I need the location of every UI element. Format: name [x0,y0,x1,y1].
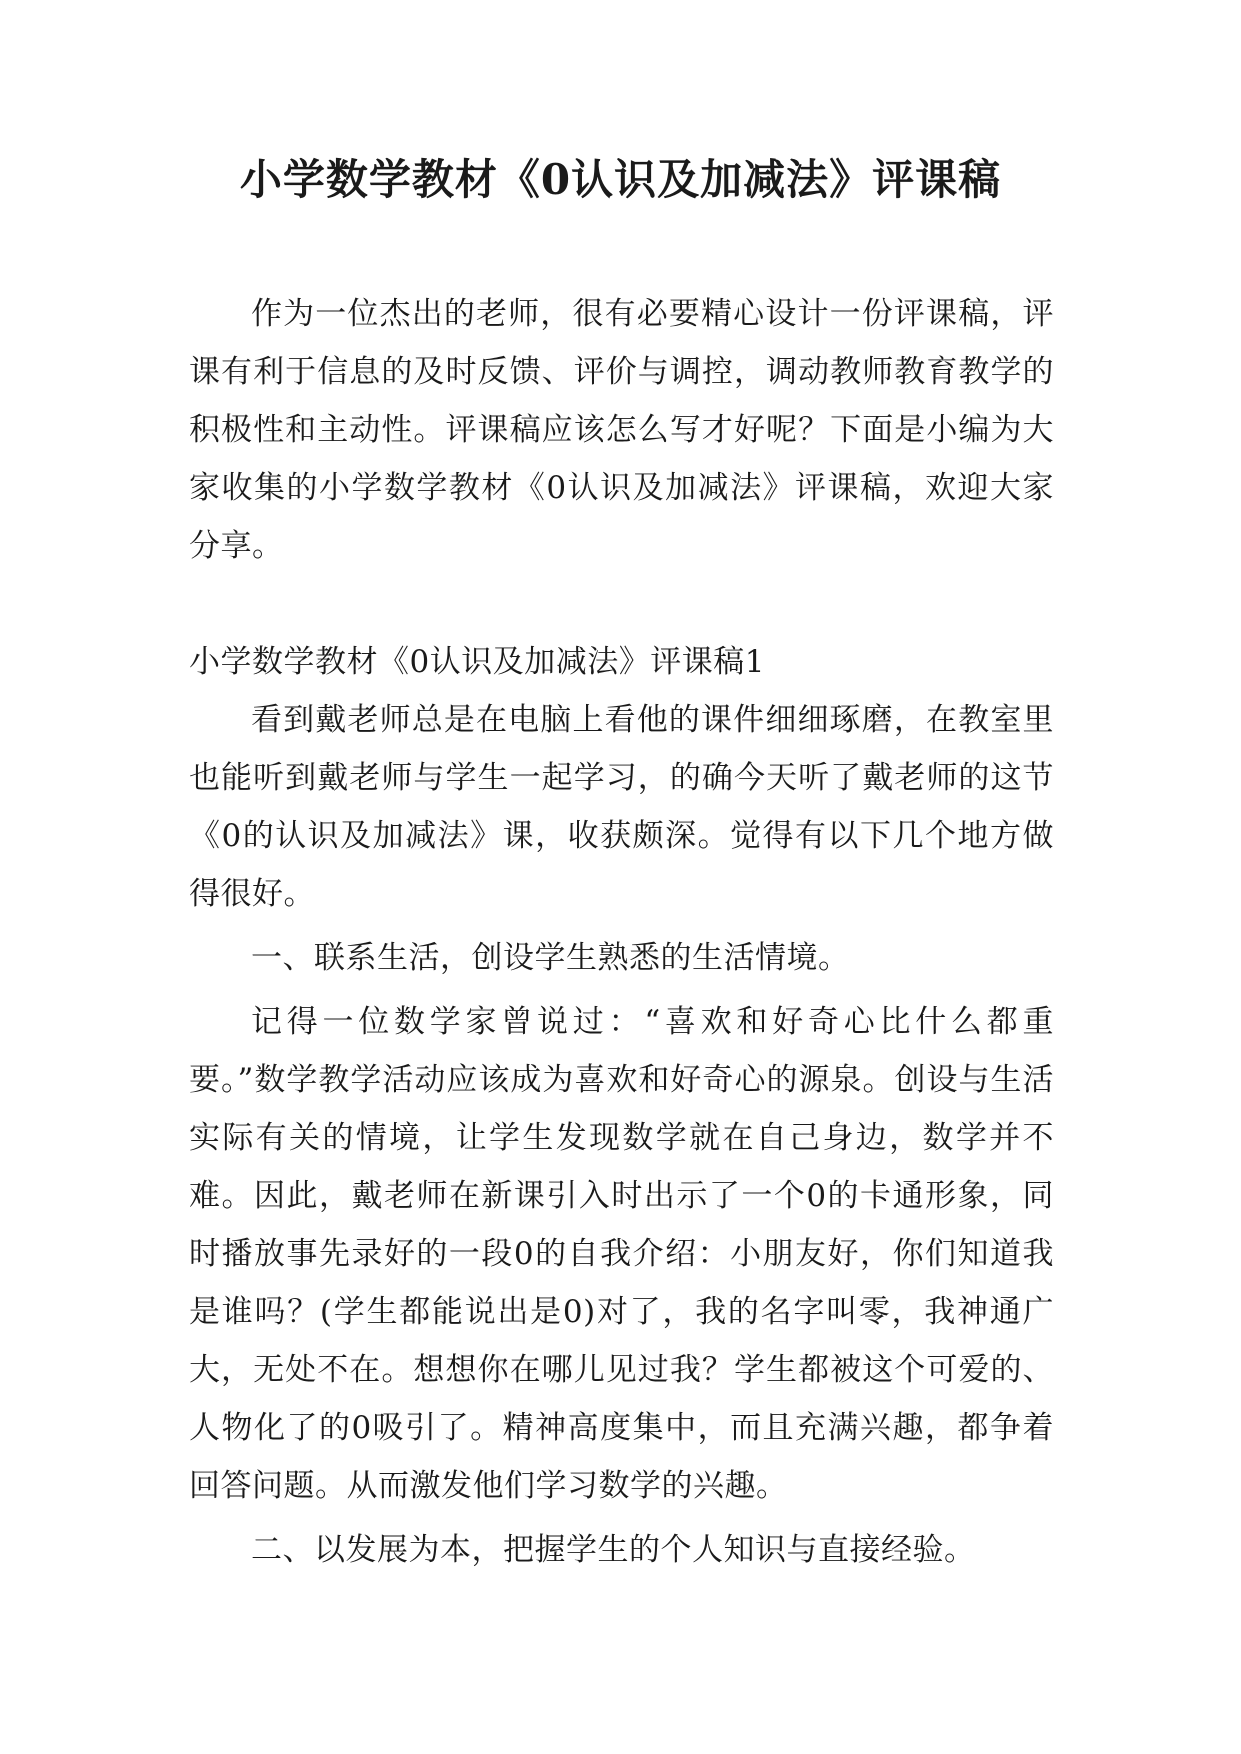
document-title: 小学数学教材《0认识及加减法》评课稿 [239,155,1002,204]
intro-paragraph: 作为一位杰出的老师，很有必要精心设计一份评课稿，评课有利于信息的及时反馈、评价与调控，调动教师教育教学的积极性和主动性。评课稿应该怎么写才好呢？下面是小编为大家收集的小学数学教材《0认识及加减法》评课稿，欢迎大家分享。 [189,296,1054,564]
body-paragraph: 看到戴老师总是在电脑上看他的课件细细琢磨，在教室里也能听到戴老师与学生一起学习，的确今天听了戴老师的这节《0的认识及加减法》课，收获颇深。觉得有以下几个地方做得很好。 [189,702,1054,912]
body-paragraph: 一、联系生活，创设学生熟悉的生活情境。 [251,940,850,976]
document-body [189,285,1054,1579]
body-paragraph: 二、以发展为本，把握学生的个人知识与直接经验。 [251,1532,976,1568]
section-heading: 小学数学教材《0认识及加减法》评课稿1 [189,644,765,680]
body-paragraph: 记得一位数学家曾说过：“喜欢和好奇心比什么都重要。”数学教学活动应该成为喜欢和好奇心的源泉。创设与生活实际有关的情境，让学生发现数学就在自己身边，数学并不难。因此，戴老师在新课引入时出示了一个0的卡通形象，同时播放事先录好的一段0的自我介绍：小朋友好，你们知道我是谁吗？(学生都能说出是0)对了，我的名字叫零，我神通广大，无处不在。想想你在哪儿见过我？学生都被这个可爱的、人物化了的0吸引了。精神高度集中，而且充满兴趣，都争着回答问题。从而激发他们学习数学的兴趣。 [189,1004,1054,1504]
